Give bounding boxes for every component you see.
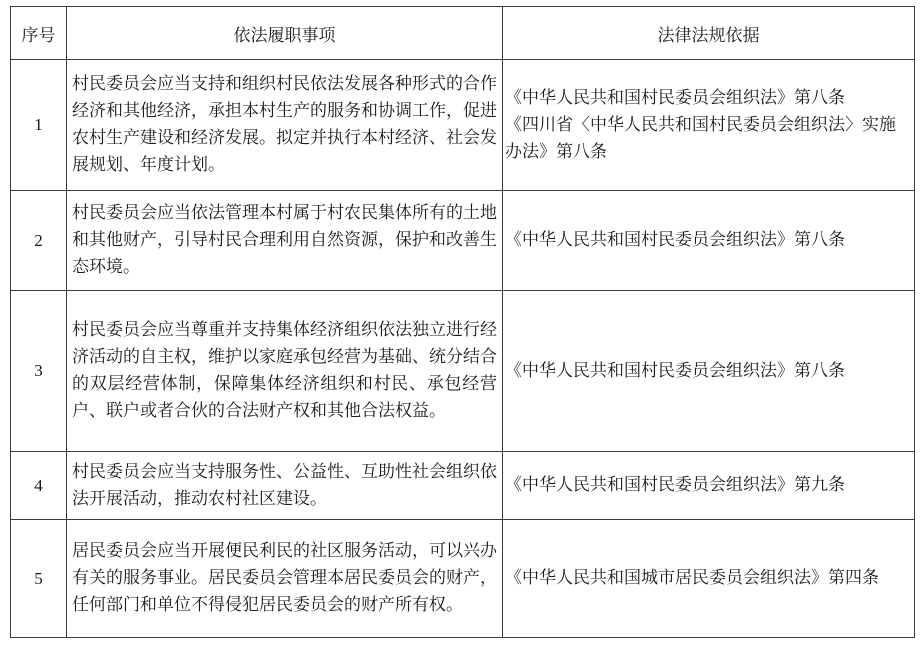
table-row: [11, 291, 915, 452]
law-line: 《中华人民共和国村民委员会组织法》第九条: [505, 475, 845, 495]
law-line: 《中华人民共和国村民委员会组织法》第八条: [505, 230, 845, 250]
table-row: [11, 191, 915, 291]
law-line: 《中华人民共和国城市居民委员会组织法》第四条: [505, 568, 879, 588]
law-line: 《四川省〈中华人民共和国村民委员会组织法〉实施办法》第八条: [505, 114, 896, 162]
row-number: 2: [11, 191, 67, 291]
duty-text: 村民委员会应当尊重并支持集体经济组织依法独立进行经济活动的自主权，维护以家庭承包经营为基础、统分结合的双层经营体制，保障集体经济组织和村民、承包经营户、联户或者合伙的合法财产权和其他合法权益。: [67, 291, 503, 452]
row-number: 4: [11, 452, 67, 520]
law-basis: [503, 520, 915, 638]
law-line: 《中华人民共和国村民委员会组织法》第八条: [505, 360, 845, 381]
header-row: [11, 7, 915, 60]
law-basis: [503, 452, 915, 520]
law-basis: [503, 60, 915, 191]
header-serial: 序号: [11, 7, 67, 60]
duty-text: 村民委员会应当支持服务性、公益性、互助性社会组织依法开展活动，推动农村社区建设。: [67, 452, 503, 520]
law-basis: [503, 191, 915, 291]
duty-text: 村民委员会应当依法管理本村属于村农民集体所有的土地和其他财产，引导村民合理利用自然资源，保护和改善生态环境。: [67, 191, 503, 291]
table-row: [11, 60, 915, 191]
row-number: 1: [11, 60, 67, 191]
header-law: 法律法规依据: [503, 7, 915, 60]
law-basis: [503, 291, 915, 452]
duty-table: [10, 6, 915, 638]
row-number: 3: [11, 291, 67, 452]
header-duty: 依法履职事项: [67, 7, 503, 60]
row-number: 5: [11, 520, 67, 638]
duty-text: 居民委员会应当开展便民利民的社区服务活动，可以兴办有关的服务事业。居民委员会管理本居民委员会的财产，任何部门和单位不得侵犯居民委员会的财产所有权。: [67, 520, 503, 638]
law-line: 《中华人民共和国村民委员会组织法》第八条: [505, 87, 845, 108]
table-row: [11, 452, 915, 520]
duty-text: 村民委员会应当支持和组织村民依法发展各种形式的合作经济和其他经济，承担本村生产的服务和协调工作，促进农村生产建设和经济发展。拟定并执行本村经济、社会发展规划、年度计划。: [67, 60, 503, 191]
table-row: [11, 520, 915, 638]
